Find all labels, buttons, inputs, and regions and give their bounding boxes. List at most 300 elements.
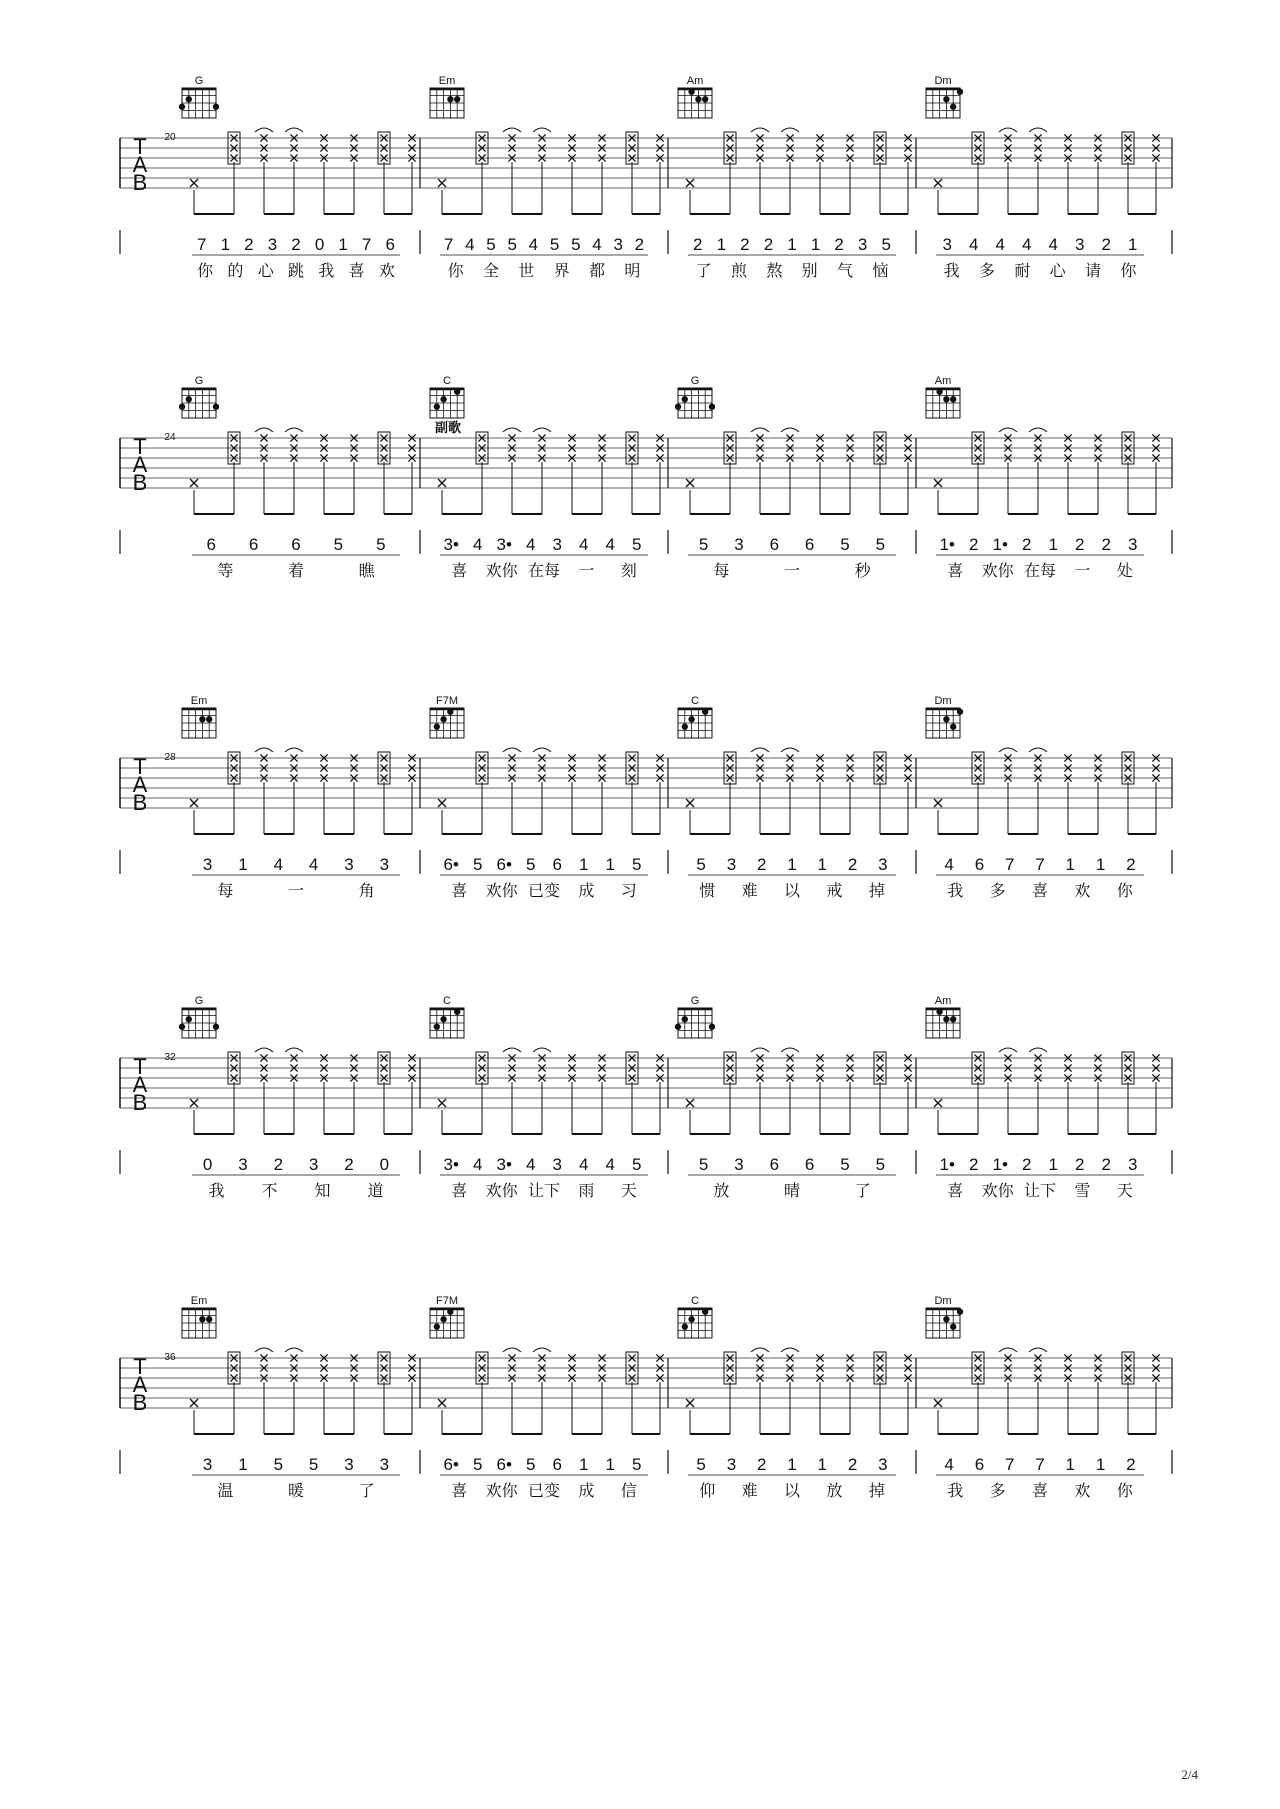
- strum-column: [904, 134, 911, 214]
- strum-column: [999, 1048, 1017, 1134]
- strum-column: [904, 1354, 911, 1434]
- strum-column: [190, 179, 198, 214]
- lyric-word: 煎: [730, 261, 748, 280]
- jianpu-note: 4: [273, 855, 284, 874]
- strum-column: [972, 1352, 984, 1434]
- strum-column: [285, 428, 303, 514]
- strum-column: [656, 1354, 663, 1434]
- jianpu-note: 3: [344, 1455, 354, 1474]
- strum-column: [626, 132, 638, 214]
- jianpu-note: 3: [202, 855, 213, 874]
- chord-finger-dot: [434, 724, 440, 730]
- jianpu-note: 3: [942, 235, 952, 254]
- tab-clef-letter: A: [132, 152, 148, 177]
- chord-diagram: [675, 375, 715, 418]
- strum-column: [568, 1054, 575, 1134]
- jianpu-note: 3: [1128, 535, 1138, 554]
- chord-diagram: [179, 995, 219, 1038]
- chord-finger-dot: [943, 1016, 949, 1022]
- lyric-word: 你: [1116, 881, 1133, 900]
- strum-column: [972, 1052, 984, 1134]
- tie-arc: [285, 1348, 303, 1352]
- strum-column: [503, 1348, 521, 1434]
- strum-column: [1094, 134, 1101, 214]
- jianpu-note: 3: [726, 1455, 737, 1474]
- jianpu-note: 4: [969, 235, 979, 254]
- jianpu-note: 6•: [496, 1455, 512, 1474]
- tie-arc: [533, 428, 551, 432]
- chord-finger-dot: [434, 404, 440, 410]
- strum-column: [816, 134, 823, 214]
- tab-clef-letter: B: [132, 170, 148, 195]
- jianpu-note: 5: [549, 235, 560, 254]
- jianpu-note: 3•: [496, 535, 512, 554]
- jianpu-note: 5: [632, 1155, 642, 1174]
- chord-name: C: [691, 1295, 699, 1307]
- tie-arc: [999, 1048, 1017, 1052]
- chord-finger-dot: [447, 1309, 453, 1315]
- jianpu-note: 6: [769, 535, 780, 554]
- lyric-word: 成: [578, 1481, 595, 1500]
- jianpu-note: 6: [804, 1155, 815, 1174]
- lyric-word: 暖: [287, 1481, 305, 1500]
- lyric-word: 已变: [527, 881, 561, 900]
- strum-column: [350, 1354, 357, 1434]
- lyric-word: 喜: [451, 881, 468, 900]
- strum-column: [816, 434, 823, 514]
- lyric-word: 了: [358, 1481, 375, 1500]
- strum-column: [686, 1399, 694, 1434]
- lyric-word: 欢你: [981, 1181, 1014, 1200]
- chord-finger-dot: [447, 709, 453, 715]
- chord-finger-dot: [206, 1316, 212, 1322]
- strum-column: [724, 1352, 736, 1434]
- jianpu-note: 1: [1065, 855, 1076, 874]
- chord-finger-dot: [950, 1324, 956, 1330]
- jianpu-note: 4: [944, 855, 954, 874]
- jianpu-note: 6: [385, 235, 395, 254]
- strum-column: [1029, 128, 1047, 214]
- strum-column: [378, 752, 390, 834]
- jianpu-note: 3: [552, 535, 562, 554]
- chord-name: G: [690, 995, 700, 1007]
- tab-clef-letter: T: [133, 134, 147, 159]
- jianpu-note: 6: [248, 535, 259, 554]
- jianpu-note: 5: [473, 855, 483, 874]
- tie-arc: [1029, 128, 1047, 132]
- lyric-word: 已变: [527, 1481, 561, 1500]
- strum-column: [438, 1099, 446, 1134]
- lyric-word: 一: [578, 561, 595, 580]
- jianpu-note: 6: [804, 535, 815, 554]
- jianpu-note: 1: [716, 235, 727, 254]
- chord-name: G: [194, 75, 204, 87]
- chord-diagram: [179, 75, 219, 118]
- jianpu-note: 3: [267, 235, 278, 254]
- tab-clef-letter: B: [132, 1390, 148, 1415]
- lyric-word: 喜: [947, 1181, 964, 1200]
- chord-finger-dot: [179, 1024, 185, 1030]
- lyric-word: 欢: [1074, 881, 1091, 900]
- chord-diagram: [675, 995, 715, 1038]
- lyric-word: 欢你: [485, 1481, 518, 1500]
- jianpu-note: 5: [875, 1155, 886, 1174]
- tie-arc: [255, 128, 273, 132]
- jianpu-note: 4: [579, 1155, 589, 1174]
- strum-column: [751, 1048, 769, 1134]
- jianpu-note: 3: [878, 855, 888, 874]
- tie-arc: [255, 748, 273, 752]
- lyric-word: 喜: [451, 1181, 468, 1200]
- strum-column: [781, 1348, 799, 1434]
- lyric-word: 别: [801, 261, 818, 280]
- measure-number: 36: [164, 1352, 176, 1363]
- chord-name: F7M: [436, 695, 458, 707]
- jianpu-note: 2: [1101, 235, 1111, 254]
- strum-column: [476, 1352, 488, 1434]
- lyric-word: 欢你: [485, 881, 518, 900]
- chord-name: Am: [686, 75, 704, 87]
- tie-arc: [999, 748, 1017, 752]
- tie-arc: [751, 748, 769, 752]
- strum-column: [568, 754, 575, 834]
- jianpu-note: 5: [632, 1455, 642, 1474]
- strum-column: [408, 1354, 415, 1434]
- jianpu-note: 1: [238, 1455, 248, 1474]
- jianpu-note: 4: [605, 535, 615, 554]
- jianpu-note: 5: [698, 535, 709, 554]
- strum-column: [904, 754, 911, 834]
- lyric-word: 欢: [1074, 1481, 1091, 1500]
- tie-arc: [781, 428, 799, 432]
- lyric-word: 道: [367, 1181, 384, 1200]
- tie-arc: [503, 1048, 521, 1052]
- strum-column: [255, 1048, 273, 1134]
- tie-arc: [285, 748, 303, 752]
- lyric-word: 都: [588, 261, 606, 280]
- chord-finger-dot: [440, 1016, 446, 1022]
- chord-finger-dot: [936, 389, 942, 395]
- tab-clef-letter: A: [132, 1372, 148, 1397]
- strum-column: [568, 1354, 575, 1434]
- jianpu-note: 7: [1004, 1455, 1015, 1474]
- jianpu-note: 1•: [939, 1155, 955, 1174]
- chord-finger-dot: [675, 1024, 681, 1030]
- tie-arc: [255, 1048, 273, 1052]
- jianpu-note: 4: [1048, 235, 1058, 254]
- jianpu-note: 3: [379, 1455, 390, 1474]
- chord-finger-dot: [440, 396, 446, 402]
- lyric-word: 多: [989, 881, 1006, 900]
- lyric-word: 的: [227, 261, 244, 280]
- jianpu-note: 3: [613, 235, 623, 254]
- strum-column: [320, 134, 327, 214]
- strum-column: [190, 1099, 198, 1134]
- jianpu-note: 3•: [443, 535, 459, 554]
- strum-column: [598, 134, 605, 214]
- tab-system-4: [120, 970, 1172, 1270]
- lyric-word: 一: [783, 561, 801, 580]
- tab-system-3: [120, 670, 1172, 970]
- strum-column: [1064, 434, 1071, 514]
- lyric-word: 恼: [872, 261, 889, 280]
- strum-column: [816, 1354, 823, 1434]
- lyric-word: 心: [257, 261, 274, 280]
- strum-column: [350, 1054, 357, 1134]
- lyric-word: 欢: [378, 261, 395, 280]
- jianpu-note: 2: [1022, 1155, 1032, 1174]
- strum-column: [503, 1048, 521, 1134]
- strum-column: [350, 134, 357, 214]
- chord-finger-dot: [950, 104, 956, 110]
- lyric-word: 放: [713, 1181, 730, 1200]
- strum-column: [934, 799, 942, 834]
- measure-number: 24: [164, 432, 176, 443]
- jianpu-note: 2: [1126, 1455, 1136, 1474]
- strum-column: [1029, 748, 1047, 834]
- strum-column: [476, 132, 488, 214]
- lyric-word: 成: [578, 881, 595, 900]
- jianpu-note: 6: [974, 855, 985, 874]
- jianpu-note: 6: [206, 535, 216, 554]
- tie-arc: [503, 428, 521, 432]
- chord-finger-dot: [186, 396, 192, 402]
- strum-column: [934, 1399, 942, 1434]
- chord-finger-dot: [682, 724, 688, 730]
- jianpu-note: 4: [473, 535, 483, 554]
- strum-column: [1064, 1354, 1071, 1434]
- tie-arc: [781, 1348, 799, 1352]
- strum-column: [999, 1348, 1017, 1434]
- lyric-word: 我: [943, 261, 960, 280]
- chord-finger-dot: [702, 709, 708, 715]
- chord-diagram: [678, 695, 712, 738]
- chord-name: C: [691, 695, 699, 707]
- strum-column: [533, 428, 551, 514]
- strum-column: [228, 1052, 240, 1134]
- tie-arc: [533, 1048, 551, 1052]
- tie-arc: [751, 1048, 769, 1052]
- strum-column: [476, 752, 488, 834]
- jianpu-note: 6: [552, 1455, 562, 1474]
- jianpu-note: 1: [1095, 855, 1106, 874]
- jianpu-note: 7: [197, 235, 207, 254]
- lyric-word: 熬: [766, 261, 783, 280]
- strum-column: [190, 479, 198, 514]
- jianpu-note: 3: [552, 1155, 562, 1174]
- tie-arc: [533, 748, 551, 752]
- lyric-word: 心: [1049, 261, 1066, 280]
- tie-arc: [999, 128, 1017, 132]
- lyric-word: 角: [358, 881, 375, 900]
- chord-finger-dot: [943, 1316, 949, 1322]
- jianpu-note: 4: [526, 1155, 536, 1174]
- strum-column: [934, 479, 942, 514]
- lyric-word: 在每: [1023, 561, 1057, 580]
- jianpu-note: 5: [333, 535, 344, 554]
- lyric-word: 全: [482, 261, 500, 280]
- jianpu-note: 4: [473, 1155, 483, 1174]
- jianpu-note: 1: [817, 855, 828, 874]
- tie-arc: [999, 1348, 1017, 1352]
- jianpu-note: 1: [579, 855, 589, 874]
- strum-column: [904, 1054, 911, 1134]
- jianpu-note: 4: [944, 1455, 954, 1474]
- tab-clef-letter: A: [132, 452, 148, 477]
- lyric-word: 掉: [868, 881, 885, 900]
- tab-clef-letter: T: [133, 1354, 147, 1379]
- strum-column: [656, 1054, 663, 1134]
- jianpu-note: 1: [1128, 235, 1138, 254]
- jianpu-note: 5: [526, 1455, 536, 1474]
- lyric-word: 请: [1084, 261, 1102, 280]
- chord-finger-dot: [454, 96, 460, 102]
- chord-name: Dm: [934, 1295, 952, 1307]
- strum-column: [1094, 754, 1101, 834]
- strum-column: [320, 434, 327, 514]
- tie-arc: [999, 428, 1017, 432]
- chord-diagram: [179, 375, 219, 418]
- jianpu-note: 1: [787, 235, 797, 254]
- strum-column: [285, 128, 303, 214]
- strum-column: [751, 1348, 769, 1434]
- chord-finger-dot: [454, 389, 460, 395]
- strum-column: [598, 1354, 605, 1434]
- jianpu-note: 2: [847, 1455, 858, 1474]
- strum-column: [656, 134, 663, 214]
- strum-column: [408, 134, 415, 214]
- strum-column: [598, 754, 605, 834]
- jianpu-note: 6•: [443, 855, 459, 874]
- strum-column: [972, 132, 984, 214]
- chord-finger-dot: [950, 724, 956, 730]
- jianpu-note: 5: [632, 855, 642, 874]
- chord-finger-dot: [709, 1024, 715, 1030]
- strum-column: [1094, 434, 1101, 514]
- strum-column: [350, 754, 357, 834]
- tab-staff: [120, 670, 1172, 970]
- chord-finger-dot: [957, 709, 963, 715]
- strum-column: [999, 128, 1017, 214]
- jianpu-note: 2: [1075, 1155, 1085, 1174]
- strum-column: [228, 132, 240, 214]
- strum-column: [686, 179, 694, 214]
- jianpu-note: 1•: [992, 535, 1008, 554]
- strum-column: [568, 434, 575, 514]
- strum-column: [378, 432, 390, 514]
- lyric-word: 耐: [1014, 261, 1031, 280]
- jianpu-note: 1: [1048, 535, 1058, 554]
- jianpu-note: 1: [817, 1455, 828, 1474]
- jianpu-note: 5: [526, 855, 536, 874]
- chord-finger-dot: [213, 104, 219, 110]
- chord-finger-dot: [213, 404, 219, 410]
- strum-column: [724, 132, 736, 214]
- section-label: 副歌: [434, 421, 462, 436]
- tie-arc: [751, 428, 769, 432]
- strum-column: [533, 1348, 551, 1434]
- jianpu-note: 5: [881, 235, 891, 254]
- strum-column: [438, 799, 446, 834]
- chord-name: Dm: [934, 695, 952, 707]
- chord-finger-dot: [440, 716, 446, 722]
- chord-finger-dot: [702, 1309, 708, 1315]
- jianpu-note: 5: [875, 535, 886, 554]
- tie-arc: [503, 128, 521, 132]
- strum-column: [1029, 1048, 1047, 1134]
- strum-column: [568, 134, 575, 214]
- jianpu-note: 2: [969, 535, 979, 554]
- lyric-word: 明: [624, 261, 641, 280]
- strum-column: [1122, 1052, 1134, 1134]
- lyric-word: 喜: [1031, 881, 1049, 900]
- jianpu-note: 3: [734, 535, 744, 554]
- lyric-word: 着: [287, 561, 305, 580]
- strum-column: [846, 1054, 853, 1134]
- jianpu-note: 5: [473, 1455, 483, 1474]
- chord-finger-dot: [179, 404, 185, 410]
- jianpu-note: 2: [834, 235, 844, 254]
- lyric-word: 雪: [1074, 1181, 1091, 1200]
- jianpu-note: 7: [361, 235, 372, 254]
- tie-arc: [255, 1348, 273, 1352]
- strum-column: [476, 432, 488, 514]
- lyric-word: 难: [741, 1481, 758, 1500]
- jianpu-note: 1: [1048, 1155, 1058, 1174]
- chord-diagram: [430, 75, 464, 118]
- jianpu-note: 5: [698, 1155, 709, 1174]
- jianpu-note: 1•: [939, 535, 955, 554]
- lyric-word: 界: [553, 261, 570, 280]
- jianpu-note: 5: [507, 235, 517, 254]
- chord-finger-dot: [199, 1316, 205, 1322]
- jianpu-note: 3: [726, 855, 737, 874]
- lyric-word: 惯: [699, 881, 716, 900]
- strum-column: [255, 428, 273, 514]
- lyric-word: 让下: [1023, 1181, 1057, 1200]
- lyric-word: 秒: [854, 561, 871, 580]
- strum-column: [476, 1052, 488, 1134]
- tie-arc: [781, 1048, 799, 1052]
- strum-column: [378, 1052, 390, 1134]
- jianpu-note: 4: [579, 535, 589, 554]
- chord-finger-dot: [440, 1316, 446, 1322]
- jianpu-note: 1: [787, 855, 797, 874]
- tie-arc: [285, 1048, 303, 1052]
- strum-column: [503, 748, 521, 834]
- lyric-word: 欢你: [485, 1181, 518, 1200]
- lyric-word: 喜: [348, 261, 365, 280]
- chord-diagram: [678, 1295, 712, 1338]
- jianpu-note: 0: [379, 1155, 390, 1174]
- tie-arc: [751, 1348, 769, 1352]
- jianpu-note: 3: [1075, 235, 1085, 254]
- tab-staff: [120, 1270, 1172, 1570]
- chord-finger-dot: [695, 96, 701, 102]
- lyric-word: 你: [1116, 1481, 1133, 1500]
- tie-arc: [1029, 748, 1047, 752]
- chord-diagram: [926, 695, 963, 738]
- strum-column: [533, 1048, 551, 1134]
- chord-diagram: [926, 375, 960, 418]
- chord-finger-dot: [702, 96, 708, 102]
- chord-finger-dot: [206, 716, 212, 722]
- lyric-word: 一: [1074, 561, 1091, 580]
- strum-column: [320, 754, 327, 834]
- strum-column: [724, 1052, 736, 1134]
- jianpu-note: 3: [344, 855, 354, 874]
- chord-name: C: [443, 995, 451, 1007]
